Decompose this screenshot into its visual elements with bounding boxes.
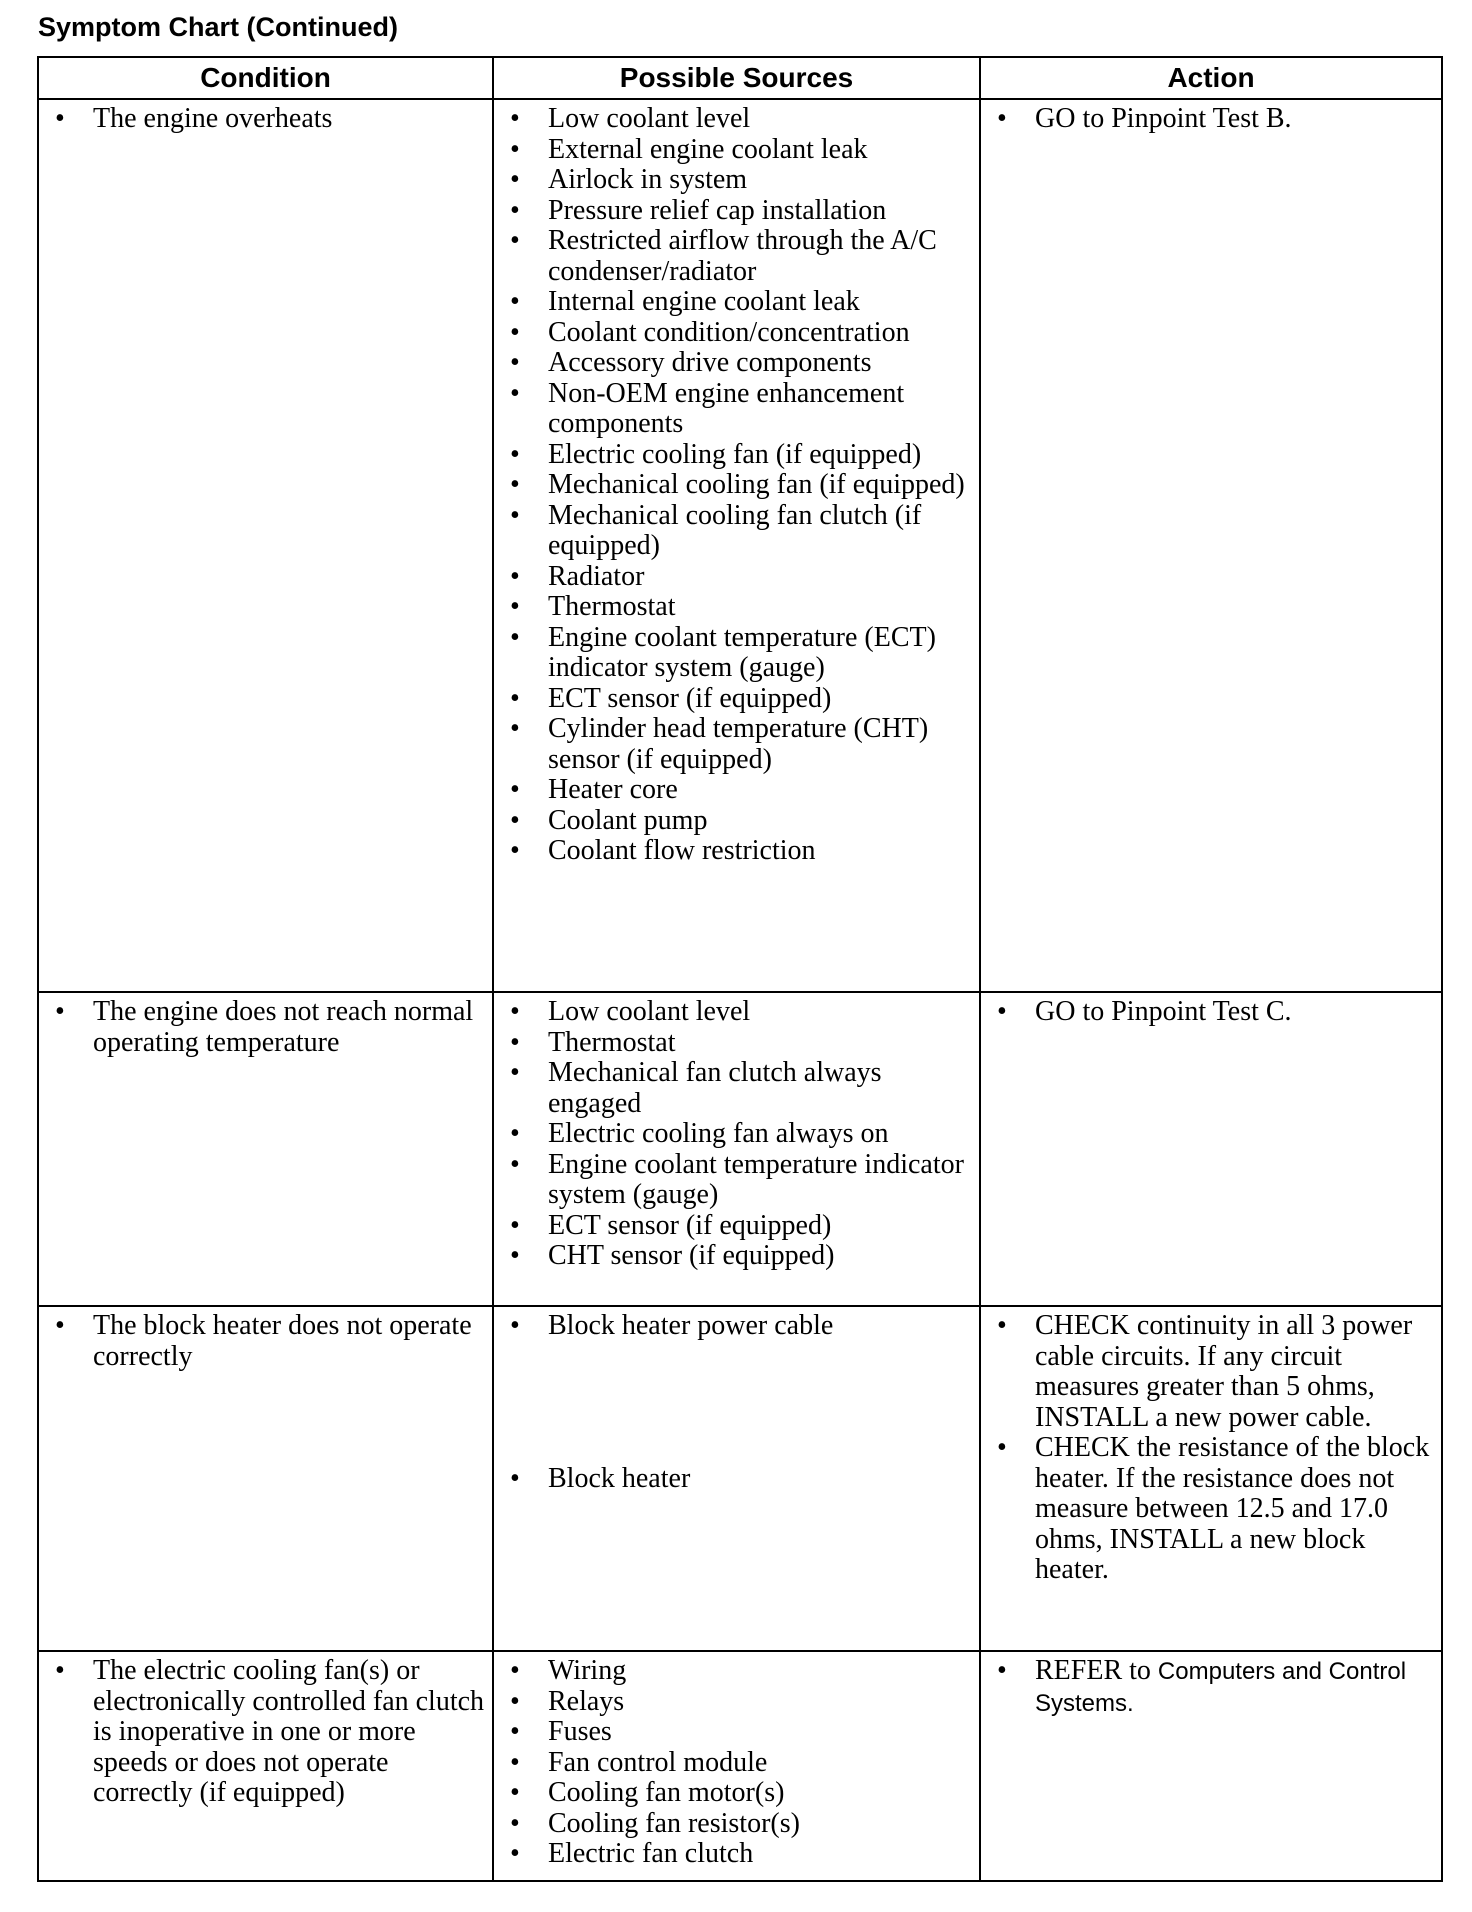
source-item: • Low coolant level xyxy=(510,103,751,134)
source-item: • Block heater xyxy=(510,1462,691,1494)
source-item: • Cylinder head temperature (CHT) sensor (if equipped) xyxy=(510,713,929,775)
source-item: • Coolant condition/concentration xyxy=(510,316,910,348)
source-item: • Internal engine coolant leak xyxy=(510,286,860,317)
action-item: • GO to Pinpoint Test B. xyxy=(997,103,1292,134)
manual-section-reference: Computers and Control Systems. xyxy=(1035,1658,1407,1717)
source-item: • Accessory drive components xyxy=(510,347,872,378)
condition-item: • The block heater does not operate correctly xyxy=(55,1310,472,1372)
source-item: • Radiator xyxy=(510,560,645,592)
source-item: • Engine coolant temperature indicator system (gauge) xyxy=(510,1148,964,1210)
source-item: • Electric fan clutch xyxy=(510,1838,754,1869)
source-item: • Fan control module xyxy=(510,1746,768,1778)
source-item: • Heater core xyxy=(510,774,678,805)
action-cell xyxy=(980,1651,1442,1881)
table-row xyxy=(38,992,1442,1306)
condition-item: • The engine does not reach normal operating temperature xyxy=(55,996,474,1058)
action-header: Action xyxy=(980,57,1442,99)
condition-cell xyxy=(38,1651,493,1881)
source-item: • Electric cooling fan always on xyxy=(510,1118,889,1149)
table-row xyxy=(38,1306,1442,1651)
condition-item: • The electric cooling fan(s) or electronically controlled fan clutch is inoperative in one or more speeds or does not operate correctly (if equipped) xyxy=(55,1655,485,1808)
table-row xyxy=(38,99,1442,992)
source-item: • Coolant pump xyxy=(510,804,708,836)
source-item: • Block heater power cable xyxy=(510,1310,834,1341)
source-item: • Coolant flow restriction xyxy=(510,835,816,866)
source-item: • ECT sensor (if equipped) xyxy=(510,1209,832,1241)
condition-cell xyxy=(38,99,493,992)
action-cell xyxy=(980,992,1442,1306)
source-item: • External engine coolant leak xyxy=(510,133,868,165)
source-item: • Relays xyxy=(510,1685,625,1717)
source-item: • Fuses xyxy=(510,1716,612,1747)
condition-item: • The engine overheats xyxy=(55,103,333,134)
source-item: • Engine coolant temperature (ECT) indicator system (gauge) xyxy=(510,621,936,683)
action-item: • CHECK the resistance of the block heater. If the resistance does not measure between 12.5 and 17.0 ohms, INSTALL a new block heater. xyxy=(997,1432,1430,1585)
source-item: • Restricted airflow through the A/C condenser/radiator xyxy=(510,225,937,287)
source-item: • Thermostat xyxy=(510,591,676,622)
sources-cell xyxy=(493,1651,980,1881)
action-item: • GO to Pinpoint Test C. xyxy=(997,996,1292,1027)
sources-cell xyxy=(493,1306,980,1651)
sources-cell xyxy=(493,992,980,1306)
source-item: • Mechanical fan clutch always engaged xyxy=(510,1057,882,1119)
source-item: • Non-OEM engine enhancement components xyxy=(510,377,905,439)
source-item: • Pressure relief cap installation xyxy=(510,194,887,226)
page-title: Symptom Chart (Continued) xyxy=(38,12,398,42)
condition-cell xyxy=(38,1306,493,1651)
action-item: • REFER to Computers and Control Systems. xyxy=(997,1655,1407,1717)
source-item: • Thermostat xyxy=(510,1026,676,1058)
symptom-chart-table xyxy=(37,56,1443,1882)
possible-sources-header: Possible Sources xyxy=(493,57,980,99)
source-item: • Airlock in system xyxy=(510,164,748,195)
condition-header: Condition xyxy=(38,57,493,99)
source-item: • Cooling fan resistor(s) xyxy=(510,1807,800,1839)
action-cell xyxy=(980,99,1442,992)
source-item: • ECT sensor (if equipped) xyxy=(510,682,832,714)
action-cell xyxy=(980,1306,1442,1651)
sources-cell xyxy=(493,99,980,992)
source-item: • Low coolant level xyxy=(510,996,751,1027)
header-row xyxy=(38,57,1442,99)
action-item: • CHECK continuity in all 3 power cable circuits. If any circuit measures greater than 5 ohms, INSTALL a new power cable. xyxy=(997,1310,1413,1433)
table-row xyxy=(38,1651,1442,1881)
condition-cell xyxy=(38,992,493,1306)
source-item: • Mechanical cooling fan clutch (if equipped) xyxy=(510,499,922,561)
source-item: • Mechanical cooling fan (if equipped) xyxy=(510,469,965,500)
source-item: • Wiring xyxy=(510,1655,627,1686)
source-item: • CHT sensor (if equipped) xyxy=(510,1240,835,1271)
source-item: • Electric cooling fan (if equipped) xyxy=(510,438,922,470)
source-item: • Cooling fan motor(s) xyxy=(510,1777,785,1808)
